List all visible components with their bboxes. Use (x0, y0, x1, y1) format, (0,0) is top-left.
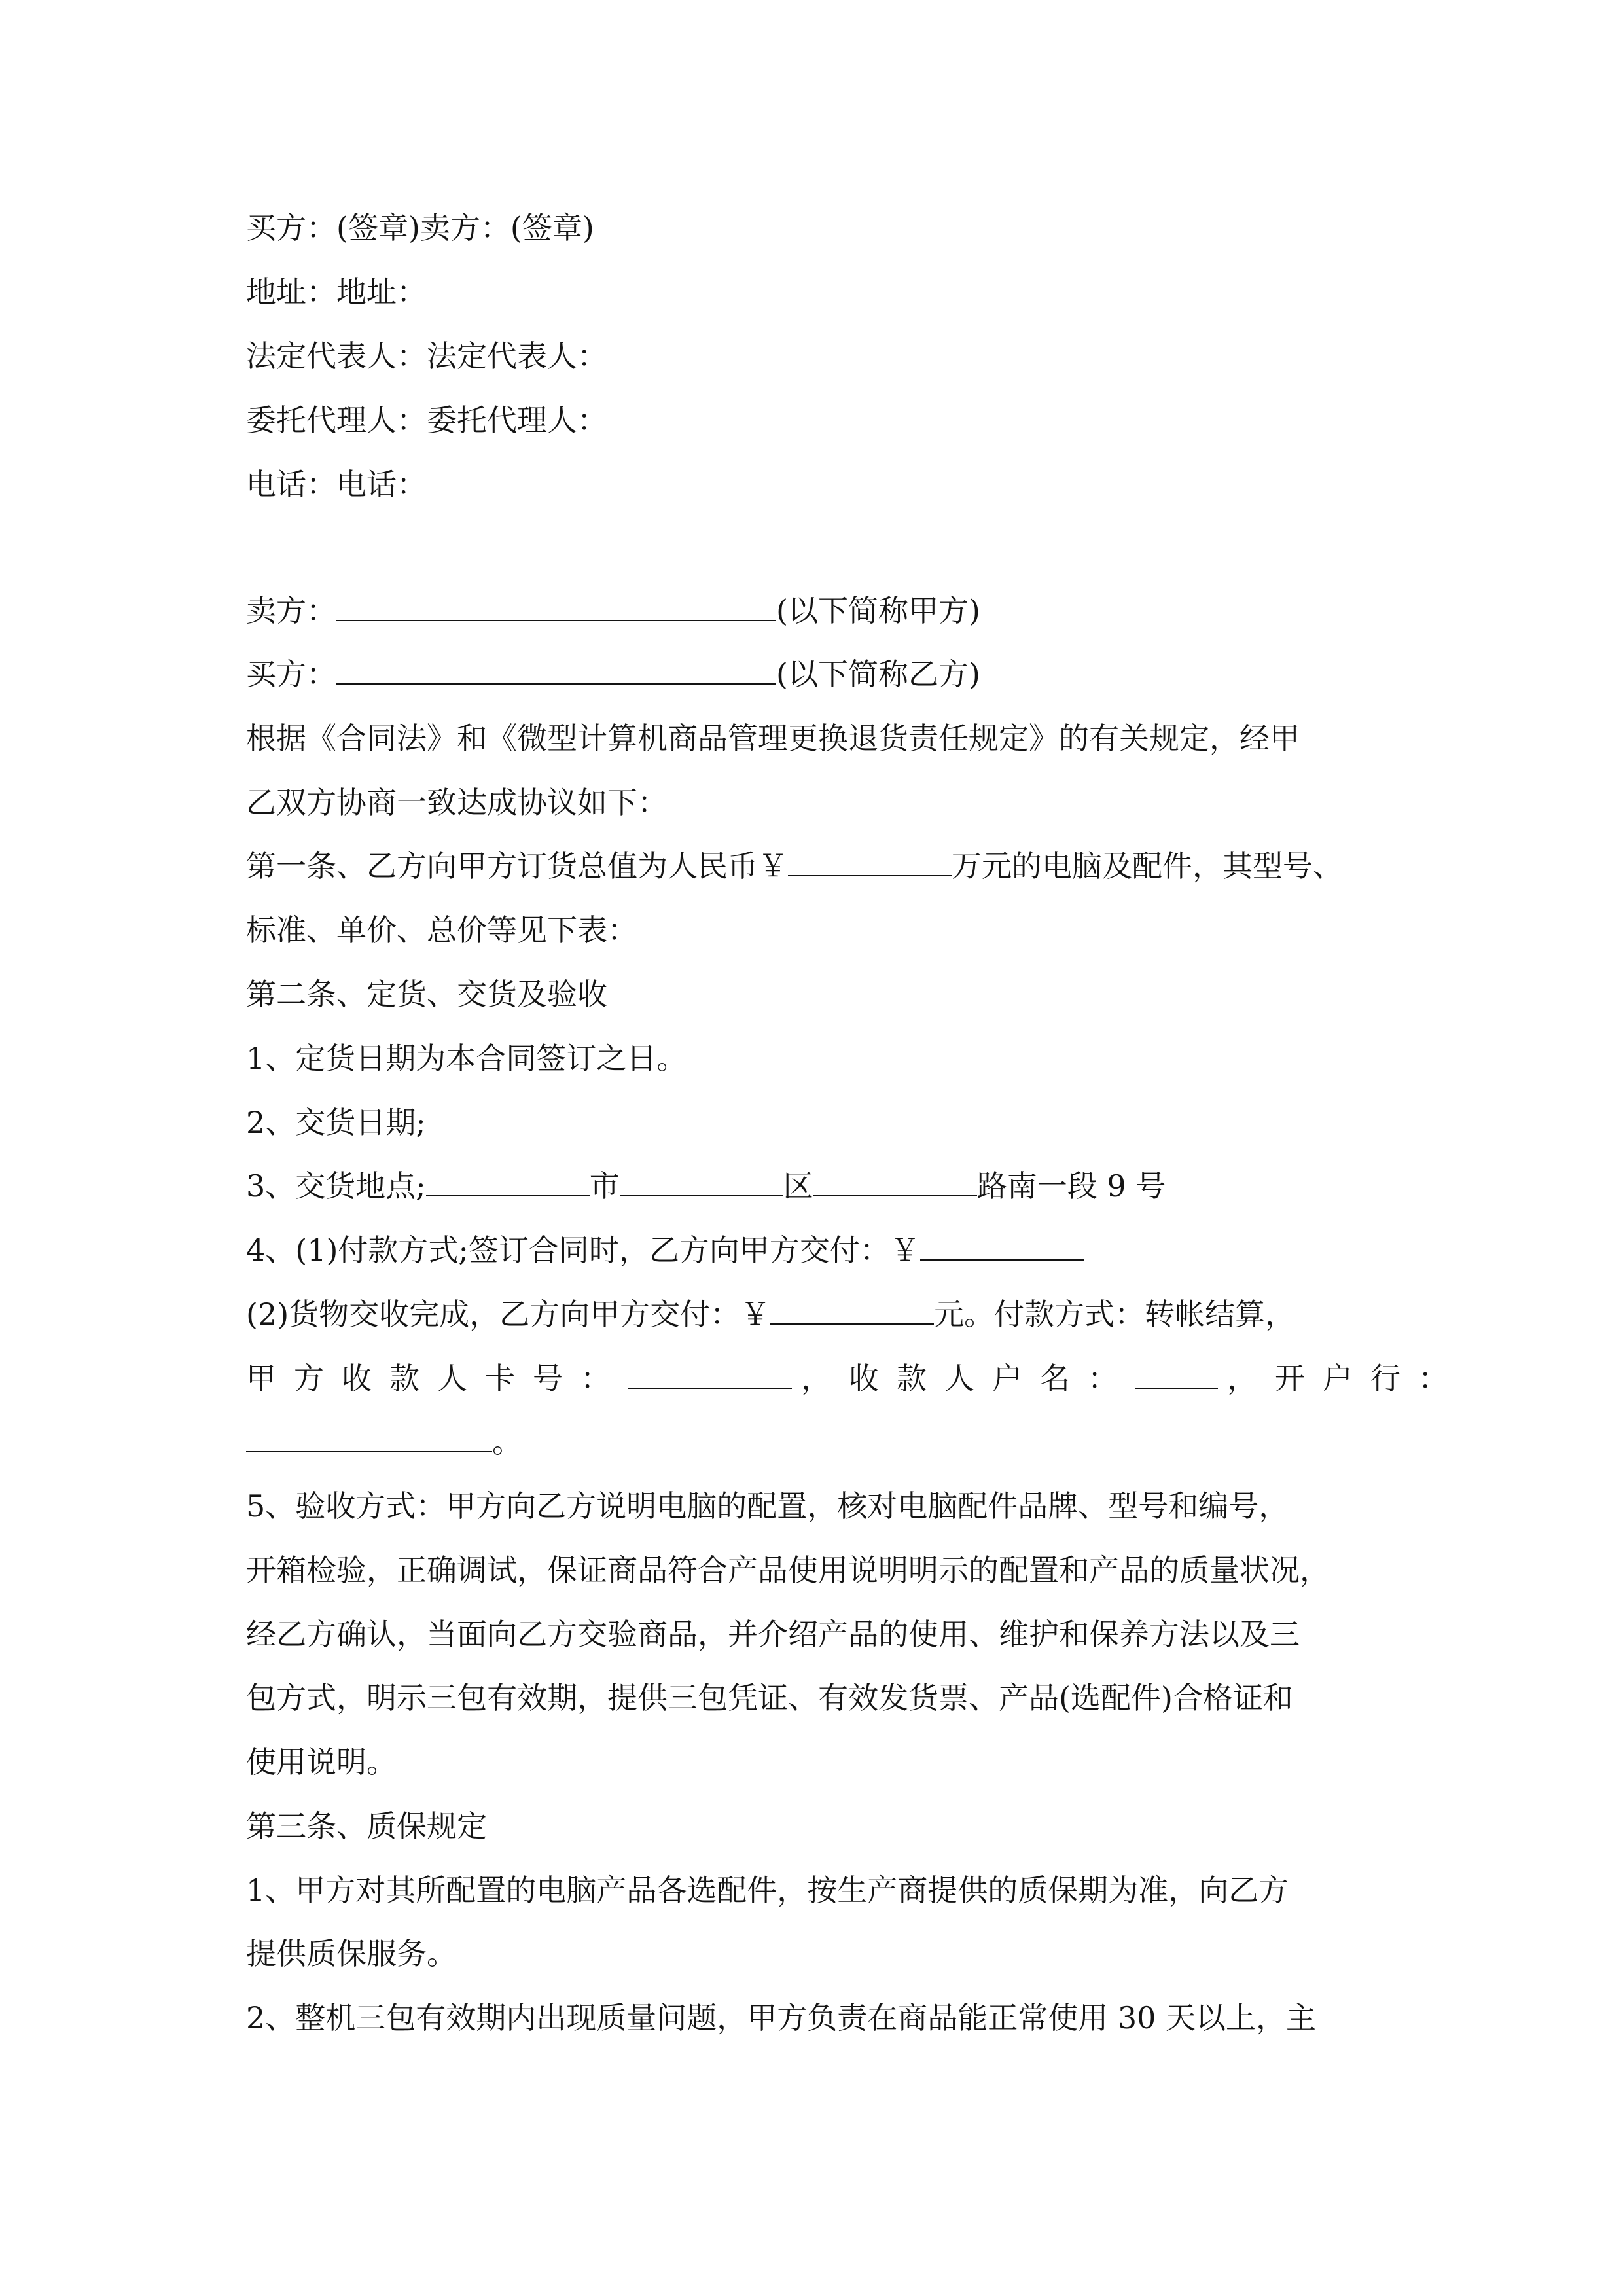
article3-item-2-line-1: 2、整机三包有效期内出现质量问题，甲方负责在商品能正常使用 30 天以上，主 (246, 2000, 1317, 2036)
city-label: 市 (589, 1168, 620, 1204)
bank-label: ，开户行： (1227, 1361, 1466, 1396)
road-blank (813, 1166, 977, 1196)
buyer-label: 买方： (246, 656, 336, 692)
article2-item-5-line-1: 5、验收方式：甲方向乙方说明电脑的配置，核对电脑配件品牌、型号和编号， (246, 1488, 1289, 1524)
district-label: 区 (783, 1168, 813, 1204)
buyer-line (246, 655, 1378, 694)
signature-line-address: 地址：地址： (246, 274, 427, 310)
order-total-blank (788, 846, 952, 876)
article2-item-4-2 (246, 1295, 1378, 1334)
card-number-blank (628, 1359, 792, 1389)
article2-item-5-line-3: 经乙方确认，当面向乙方交验商品，并介绍产品的使用、维护和保养方法以及三 (246, 1617, 1300, 1652)
article1-line-1 (246, 846, 1378, 886)
account-name-label: ，收款人户名： (801, 1361, 1135, 1396)
seller-name-blank (336, 591, 776, 621)
city-blank (426, 1166, 590, 1196)
article1-line-2: 标准、单价、总价等见下表： (246, 912, 637, 948)
article3-title: 第三条、质保规定 (246, 1808, 487, 1844)
signature-line-phone: 电话：电话： (246, 467, 427, 502)
article2-item-1: 1、定货日期为本合同签订之日。 (246, 1041, 687, 1076)
road-label: 路南一段 9 号 (976, 1168, 1166, 1204)
article2-item-4-3 (246, 1359, 1466, 1398)
article1-text-b: 万元的电脑及配件，其型号、 (952, 848, 1343, 884)
article2-item-4 (246, 1230, 1378, 1270)
article3-item-1-line-1: 1、甲方对其所配置的电脑产品各选配件，按生产商提供的质保期为准，向乙方 (246, 1873, 1289, 1908)
buyer-note: (以下简称乙方) (776, 656, 980, 692)
seller-note: (以下简称甲方) (776, 593, 980, 628)
signature-line-agent: 委托代理人：委托代理人： (246, 403, 607, 438)
article2-item-5-line-4: 包方式，明示三包有效期，提供三包凭证、有效发货票、产品(选配件)合格证和 (246, 1680, 1293, 1715)
account-name-blank (1135, 1359, 1218, 1389)
article3-item-1-line-2: 提供质保服务。 (246, 1936, 457, 1971)
district-blank (620, 1166, 783, 1196)
payment-method-text: 4、(1)付款方式;签订合同时，乙方向甲方交付：￥ (246, 1232, 920, 1268)
delivery-place-label: 3、交货地点; (246, 1168, 426, 1204)
preamble-line-2: 乙双方协商一致达成协议如下： (246, 785, 668, 820)
seller-label: 卖方： (246, 593, 336, 628)
deposit-amount-blank (920, 1230, 1084, 1261)
article2-item-5-line-2: 开箱检验，正确调试，保证商品符合产品使用说明明示的配置和产品的质量状况， (246, 1552, 1330, 1588)
bank-period: 。 (492, 1424, 522, 1460)
article2-item-3 (246, 1166, 1378, 1206)
article1-text-a: 第一条、乙方向甲方订货总值为人民币￥ (246, 848, 788, 884)
article2-title: 第二条、定货、交货及验收 (246, 977, 607, 1012)
final-payment-text: (2)货物交收完成，乙方向甲方交付：￥ (246, 1297, 771, 1332)
buyer-name-blank (336, 655, 776, 685)
signature-line-legal-rep: 法定代表人：法定代表人： (246, 338, 607, 374)
signature-line-stamp: 买方：(签章)卖方：(签章) (246, 210, 594, 245)
final-amount-blank (770, 1295, 934, 1325)
article2-item-5-line-5: 使用说明。 (246, 1744, 397, 1780)
card-number-label: 甲方收款人卡号： (246, 1361, 628, 1396)
transfer-text: 元。付款方式：转帐结算， (934, 1297, 1296, 1332)
article2-item-4-4 (246, 1422, 1378, 1462)
seller-line (246, 591, 1378, 630)
preamble-line-1: 根据《合同法》和《微型计算机商品管理更换退货责任规定》的有关规定，经甲 (246, 721, 1300, 756)
bank-blank (246, 1422, 492, 1452)
article2-item-2: 2、交货日期; (246, 1105, 426, 1140)
